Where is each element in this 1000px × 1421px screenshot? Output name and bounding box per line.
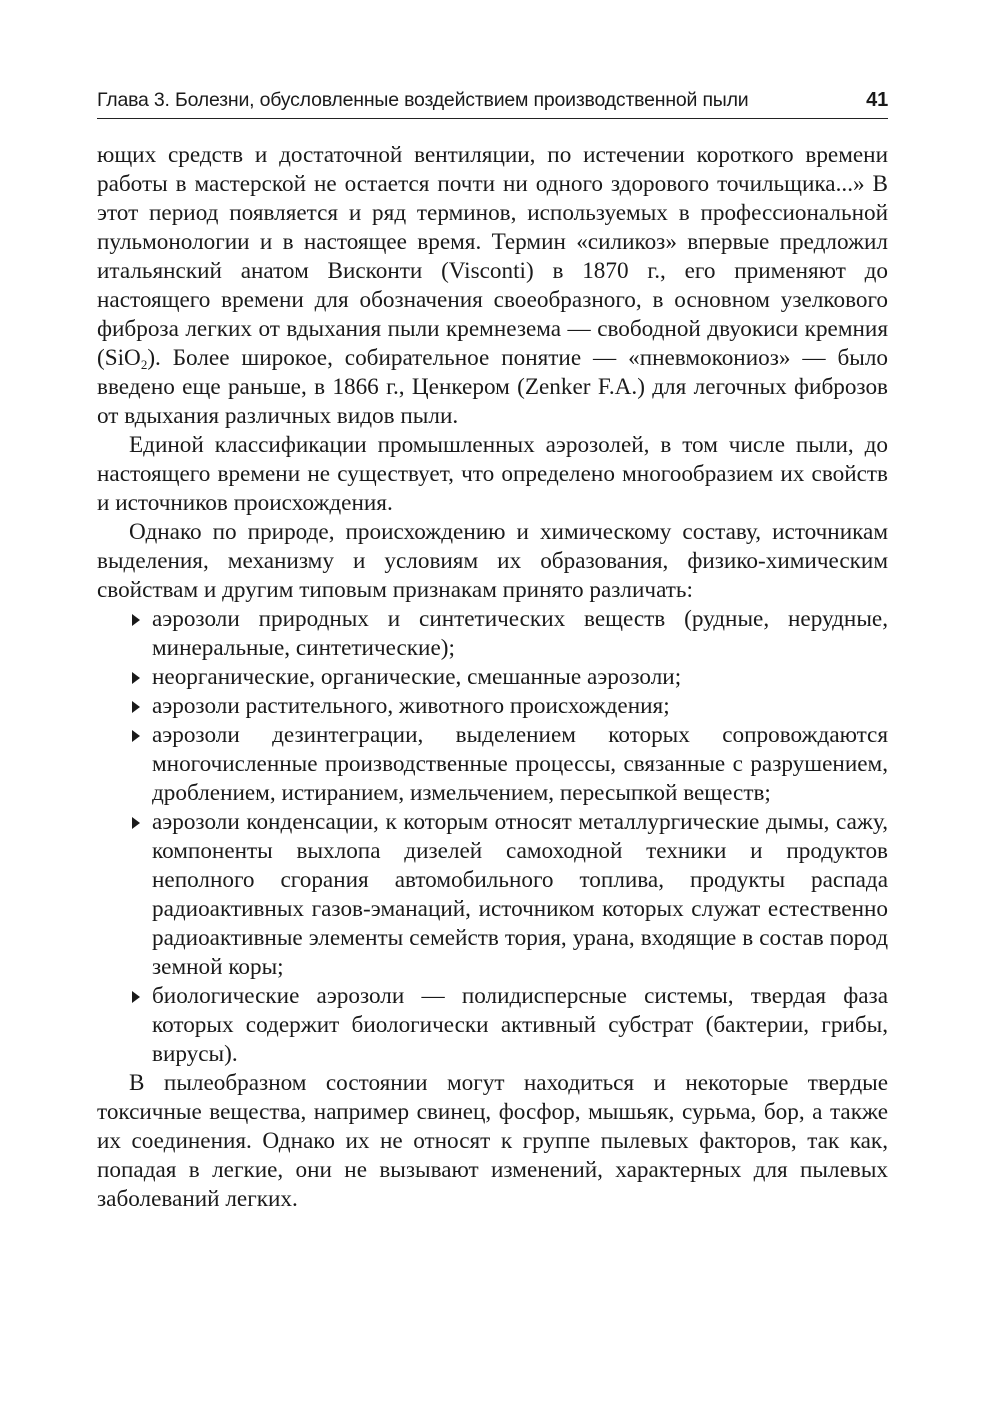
running-header [97,88,888,119]
triangle-bullet-icon [132,991,140,1003]
aerosol-types-list [97,605,888,1069]
book-page [97,88,888,1214]
triangle-bullet-icon [132,614,140,626]
list-item [152,808,888,982]
chapter-title: Глава 3. Болезни, обусловленные воздействием производственной пыли [97,89,749,111]
list-item-text: аэрозоли растительного, животного происхождения; [152,693,670,719]
paragraph-continued [97,141,888,431]
list-item-text: неорганические, органические, смешанные аэрозоли; [152,664,682,690]
page-number: 41 [866,89,888,111]
paragraph-text: ющих средств и достаточной вентиляции, по истечении короткого времени работы в мастерской не остается почти ни одного здорового точильщика...» В этот период появляется и ряд терминов, используемых в профессиональной пульмонологии и в настоящее время. Термин «силикоз» впервые предложил итальянский анатом Висконти (Visconti) в 1870 г., его применяют до настоящего времени для обозначения своеобразного, в основном узелкового фиброза легких от вдыхания пыли кремнезема — свободной двуокиси кремния (SiO [97,142,888,371]
list-item [152,605,888,663]
paragraph-types-intro: Однако по природе, происхождению и химическому составу, источникам выделения, механизму и условиям их образования, физико-химическим свойствам и другим типовым признакам принято различать: [97,519,888,603]
list-item-text: аэрозоли природных и синтетических веществ (рудные, нерудные, минеральные, синтетические); [152,606,888,661]
subscript: 2 [140,357,148,372]
paragraph-text: ). Более широкое, собирательное понятие — «пневмокониоз» — было введено еще раньше, в 1866 г., Ценкером (Zenker F.A.) для легочных фиброзов от вдыхания различных видов пыли. [97,345,888,429]
triangle-bullet-icon [132,672,140,684]
list-item [152,692,888,721]
list-item [152,982,888,1069]
triangle-bullet-icon [132,817,140,829]
triangle-bullet-icon [132,701,140,713]
triangle-bullet-icon [132,730,140,742]
list-item [152,663,888,692]
list-item-text: биологические аэрозоли — полидисперсные системы, твердая фаза которых содержит биологически активный субстрат (бактерии, грибы, вирусы). [152,983,888,1067]
list-item-text: аэрозоли конденсации, к которым относят металлургические дымы, сажу, компоненты выхлопа дизелей самоходной техники и продуктов неполного сгорания автомобильного топлива, продукты распада радиоактивных газов-эманаций, источником которых служат естественно радиоактивные элементы семейств тория, урана, входящие в состав пород земной коры; [152,809,888,980]
page-body [97,141,888,1214]
paragraph-toxic-substances: В пылеобразном состоянии могут находиться и некоторые твердые токсичные вещества, например свинец, фосфор, мышьяк, сурьма, бор, а также их соединения. Однако их не относят к группе пылевых факторов, так как, попадая в легкие, они не вызывают изменений, характерных для пылевых заболеваний легких. [97,1070,888,1212]
paragraph-classification: Единой классификации промышленных аэрозолей, в том числе пыли, до настоящего времени не существует, что определено многообразием их свойств и источников происхождения. [97,432,888,516]
list-item-text: аэрозоли дезинтеграции, выделением которых сопровождаются многочисленные производственные процессы, связанные с разрушением, дроблением, истиранием, измельчением, пересыпкой веществ; [152,722,888,806]
list-item [152,721,888,808]
